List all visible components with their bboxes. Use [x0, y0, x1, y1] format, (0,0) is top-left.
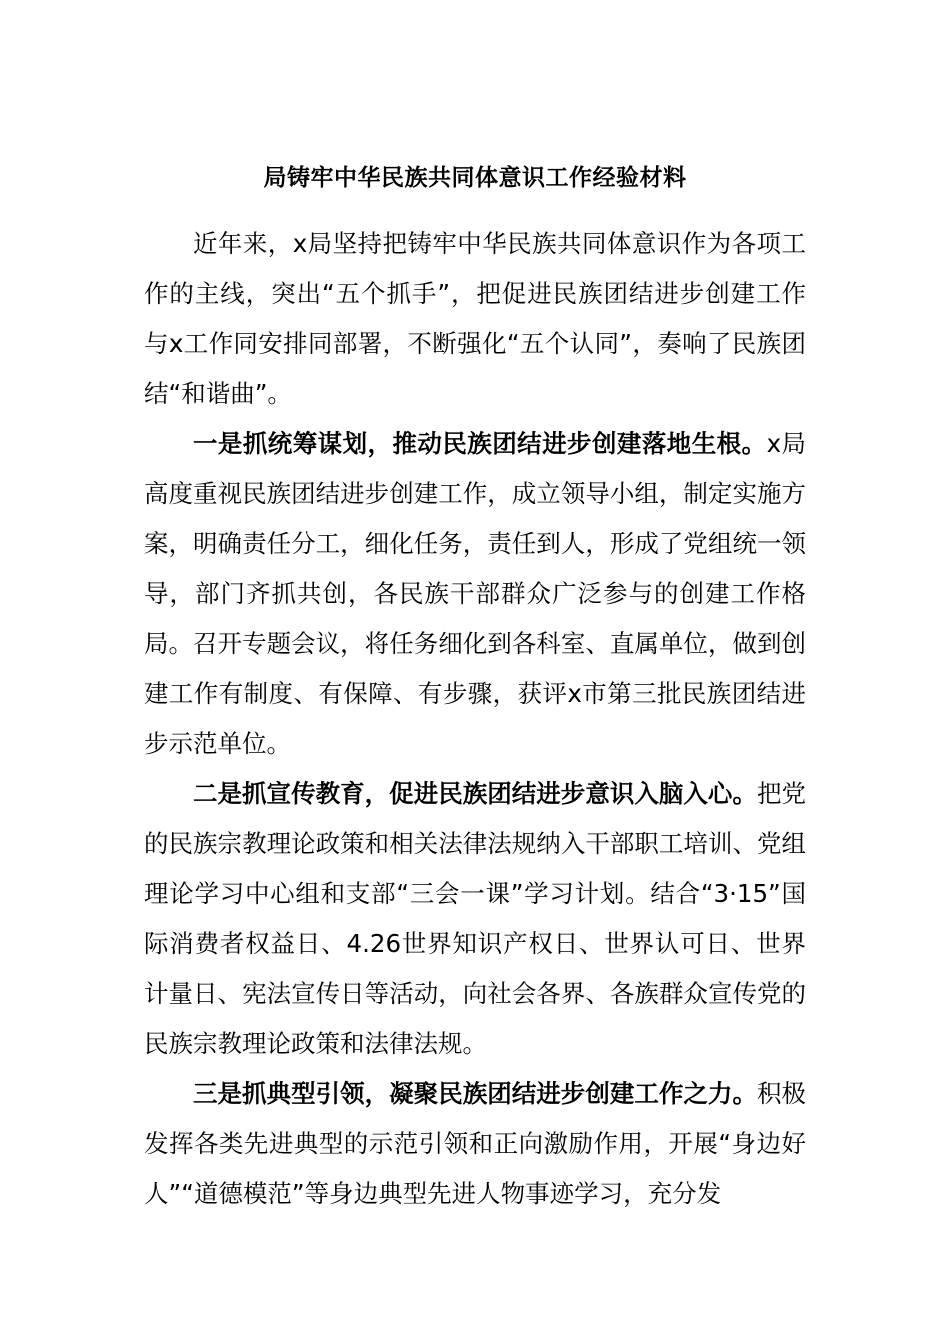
paragraph-lead: 二是抓宣传教育，促进民族团结进步意识入脑入心。	[193, 779, 757, 808]
document-title: 局铸牢中华民族共同体意识工作经验材料	[263, 165, 687, 191]
paragraph-section-1	[144, 419, 806, 769]
paragraph-lead: 一是抓统筹谋划，推动民族团结进步创建落地生根。	[193, 429, 767, 458]
paragraph-section-2	[144, 769, 806, 1069]
paragraph-section-3	[144, 1069, 806, 1219]
paragraph-text: 把党的民族宗教理论政策和相关法律法规纳入干部职工培训、党组理论学习中心组和支部“三会一课”学习计划。结合“3·15”国际消费者权益日、4.26世界知识产权日、世界认可日、世界计量日、宪法宣传日等活动，向社会各界、各族群众宣传党的民族宗教理论政策和法律法规。	[144, 779, 807, 1058]
paragraph-intro	[144, 219, 806, 419]
paragraph-lead: 三是抓典型引领，凝聚民族团结进步创建工作之力。	[193, 1079, 757, 1108]
paragraph-text: 近年来，x局坚持把铸牢中华民族共同体意识作为各项工作的主线，突出“五个抓手”，把促进民族团结进步创建工作与x工作同安排同部署，不断强化“五个认同”，奏响了民族团结“和谐曲”。	[144, 229, 806, 408]
document-body	[144, 219, 806, 1219]
paragraph-text: 积极发挥各类先进典型的示范引领和正向激励作用，开展“身边好人”“道德模范”等身边典型先进人物事迹学习，充分发	[144, 1079, 807, 1208]
paragraph-text: x局高度重视民族团结进步创建工作，成立领导小组，制定实施方案，明确责任分工，细化任务，责任到人，形成了党组统一领导，部门齐抓共创，各民族干部群众广泛参与的创建工作格局。召开专题会议，将任务细化到各科室、直属单位，做到创建工作有制度、有保障、有步骤，获评x市第三批民族团结进步示范单位。	[144, 429, 806, 758]
